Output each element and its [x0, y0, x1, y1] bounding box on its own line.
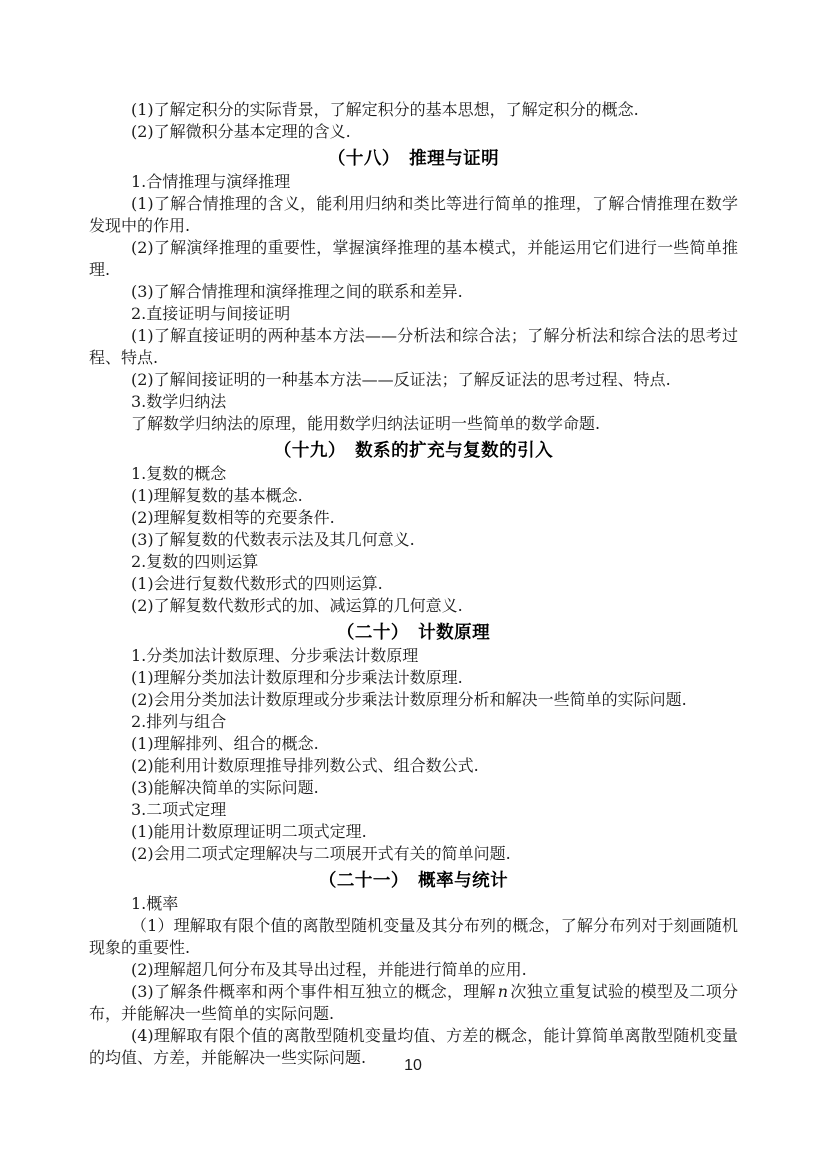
- paragraph: (3)了解复数的代数表示法及其几何意义.: [131, 530, 415, 549]
- paragraph: (1)理解复数的基本概念.: [131, 486, 303, 505]
- paragraph: (2)会用分类加法计数原理或分步乘法计数原理分析和解决一些简单的实际问题.: [131, 690, 687, 709]
- italic-variable: n: [497, 982, 509, 1001]
- paragraph: (4)理解取有限个值的离散型随机变量均值、方差的概念，能计算简单离散型随机变量的均值、方差，并能解决一些实际问题.: [89, 1026, 738, 1067]
- section-heading: （二十） 计数原理: [336, 622, 491, 642]
- paragraph: (1)了解合情推理的含义，能利用归纳和类比等进行简单的推理，了解合情推理在数学发现中的作用.: [89, 194, 738, 235]
- paragraph: (2)了解间接证明的一种基本方法——反证法；了解反证法的思考过程、特点.: [131, 370, 671, 389]
- paragraph: (2)了解复数代数形式的加、减运算的几何意义.: [131, 596, 463, 615]
- paragraph: (2)会用二项式定理解决与二项展开式有关的简单问题.: [131, 844, 511, 863]
- paragraph: (1)了解直接证明的两种基本方法——分析法和综合法；了解分析法和综合法的思考过程、特点.: [89, 326, 738, 367]
- paragraph: (1)理解排列、组合的概念.: [131, 734, 319, 753]
- paragraph: 3.二项式定理: [131, 800, 227, 819]
- paragraph: (3)了解合情推理和演绎推理之间的联系和差异.: [131, 282, 463, 301]
- section-heading: （十八） 推理与证明: [327, 148, 500, 168]
- paragraph: (2)理解复数相等的充要条件.: [131, 508, 335, 527]
- paragraph: (3)能解决简单的实际问题.: [131, 778, 319, 797]
- text-run: 次独立重复试验的模型及二项分布，并能解决一些简单的实际问题.: [89, 982, 738, 1023]
- paragraph: (2)了解演绎推理的重要性，掌握演绎推理的基本模式，并能运用它们进行一些简单推理.: [89, 238, 738, 279]
- paragraph: [89, 981, 738, 1025]
- paragraph: 2.排列与组合: [131, 712, 227, 731]
- document-content: [89, 99, 738, 1069]
- paragraph: (2)能利用计数原理推导排列数公式、组合数公式.: [131, 756, 479, 775]
- section-heading: （二十一） 概率与统计: [318, 870, 509, 890]
- paragraph: 1.分类加法计数原理、分步乘法计数原理: [131, 646, 419, 665]
- paragraph: (1)能用计数原理证明二项式定理.: [131, 822, 367, 841]
- paragraph: 2.直接证明与间接证明: [131, 304, 291, 323]
- paragraph: 1.合情推理与演绎推理: [131, 172, 291, 191]
- paragraph: (2)理解超几何分布及其导出过程，并能进行简单的应用.: [131, 960, 527, 979]
- paragraph: (2)了解微积分基本定理的含义.: [131, 122, 351, 141]
- paragraph: （1）理解取有限个值的离散型随机变量及其分布列的概念，了解分布列对于刻画随机现象的重要性.: [89, 916, 738, 957]
- paragraph: 了解数学归纳法的原理，能用数学归纳法证明一些简单的数学命题.: [131, 414, 601, 433]
- paragraph: (1)会进行复数代数形式的四则运算.: [131, 574, 383, 593]
- text-run: (3)了解条件概率和两个事件相互独立的概念，理解: [131, 982, 496, 1001]
- paragraph: 1.复数的概念: [131, 464, 227, 483]
- paragraph: 3.数学归纳法: [131, 392, 227, 411]
- paragraph: 1.概率: [131, 894, 179, 913]
- page-number: 10: [404, 1057, 422, 1074]
- paragraph: (1)理解分类加法计数原理和分步乘法计数原理.: [131, 668, 463, 687]
- paragraph: 2.复数的四则运算: [131, 552, 259, 571]
- section-heading: （十九） 数系的扩充与复数的引入: [273, 440, 554, 460]
- paragraph: (1)了解定积分的实际背景，了解定积分的基本思想，了解定积分的概念.: [131, 100, 639, 119]
